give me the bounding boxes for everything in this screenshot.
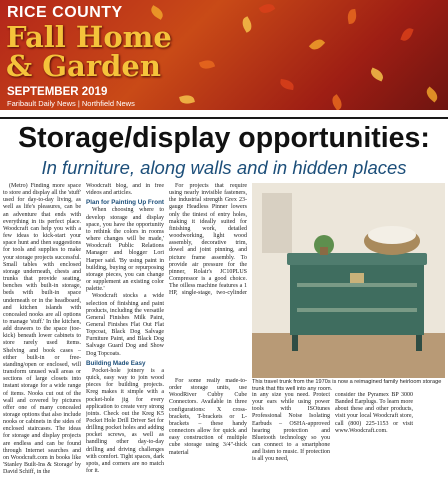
- article-headline: Storage/display opportunities:: [18, 122, 430, 154]
- leaf-decoration: [179, 93, 195, 105]
- article-column-5: [252, 392, 330, 480]
- divider-rule: [0, 117, 448, 119]
- trunk-photo-illustration: [252, 183, 445, 378]
- article-column-3: [169, 183, 247, 298]
- body-paragraph: Woodcraft stocks a wide selection of finishing and paint products, including the versatile General Finishes Milk Paint, General Finishes Flat Out Flat Topcoat, Black Dog Salvage Furniture Paint, and Black Dog Salvage Guard Dog and Show Dog Topcoats.: [86, 293, 164, 357]
- leaf-decoration: [424, 87, 441, 103]
- leaf-decoration: [329, 94, 344, 110]
- body-paragraph: in any size you need. Protect your ears while using power tools with ISOtunes Professional Noise Isolating Earbuds – OSHA-approved hearing protection and Bluetooth technology so you can connect to a smartphone and listen to music. If protection is all you need,: [252, 392, 330, 463]
- body-paragraph: For some really made-to-order storage units, use WoodRiver Cubby Cube Connectors. Available in three configurations: X cross-brackets, T-brackets or L-brackets – these handy connectors allow for quick and easy construction of multiple cube storage using 3/4"-thick material: [169, 378, 247, 456]
- photo-caption: This travel trunk from the 1970s is now a reimagined family heirloom storage trunk that fits well into any room.: [252, 379, 442, 392]
- article-column-2: [86, 183, 164, 480]
- body-paragraph: When choosing where to develop storage and display space, you have the opportunity to rethink the colors in rooms where changes will be made,' Woodcraft Public Relations Manager and blogger Lori Harper said. 'By using paint in building, buying or repurposing storage pieces, you can change or supplement an existing color palette.': [86, 207, 164, 293]
- issue-date: SEPTEMBER 2019: [7, 86, 108, 98]
- body-paragraph: Pocket-hole joinery is a quick, easy way to join wood pieces for building projects. Kreg makes it simple with a pocket-hole jig for every application to create very strong joints. Check out the Kreg K5 Pocket Hole Drill Driver Set for drilling pocket holes and adding pocket screws, as well as handling other day-to-day drilling and driving challenges with comfort. Tight spaces, dark spots, and corners are no match for it.: [86, 367, 164, 475]
- header-banner: [0, 0, 448, 110]
- publisher-names: Faribault Daily News | Northfield News: [7, 99, 135, 108]
- body-paragraph: (Metro) Finding more space to store and display all the 'stuff' used for day-to-day living, as well as life's pleasures, can be an adventure that ends with everything in its perfect place. Woodcraft can help you with a few ideas to kick-start your space hunt and then suggestions for tools and supplies to make your storage projects successful. Small tables with enclosed storage underneath, chests and trunks that provide seating, benches with built-in storage, beds with built-in space underneath or in the headboard, and kitchen islands with concealed nooks are all options to manage 'stuff.' In the kitchen, add drawers to the space (toe-kick) beneath lower cabinets to store rarely used items. Shelving and book cases – either built-in or free-standing/open or enclosed, will transform unused wall areas or sections of large closets into instant storage for a wide range of items. Nooks cut out of the wall and covered by pictures offer one of many concealed storage options that also include nooks or cabinets in the sides of enclosed staircases. The ideas for storage and display projects are endless and can be found through Internet searches and on Woodcraft.com in books like 'Stanley Built-Ins & Storage' by David Schiff, in the: [3, 183, 81, 476]
- leaf-decoration: [199, 58, 215, 71]
- section-title-line1: Fall Home: [6, 20, 172, 54]
- article-deck: In furniture, along walls and in hidden places: [41, 157, 407, 178]
- leaf-decoration: [346, 9, 357, 24]
- article-column-4: [169, 378, 247, 480]
- body-paragraph: Woodcraft blog, and in free videos and articles.: [86, 183, 164, 197]
- leaf-decoration: [309, 36, 325, 52]
- leaf-decoration: [259, 1, 276, 16]
- leaf-decoration: [149, 5, 166, 20]
- leaf-decoration: [369, 67, 385, 81]
- article-column-6: [335, 392, 413, 480]
- body-paragraph: consider the Pyramex BP 3000 Banded Earplugs. To learn more about these and other products, visit your local Woodcraft store, call (800) 225-1153 or visit www.Woodcraft.com.: [335, 392, 413, 434]
- article-photo: [252, 183, 445, 378]
- leaf-decoration: [240, 16, 255, 33]
- body-paragraph: For projects that require using nearly invisible fasteners, the industrial strength Grex 23-gauge Headless Pinner lowers only the tiniest of entry holes, making it ideally suited for finishing work, detailed woodworking, light wood assembly, decorative trim, dowel and joint pinning, and picture frame assembly. To provide air pressure for the pinner, Rolair's JC10PLUS Compressor is a good choice. The oilless machine features a 1 HP, single-stage, two-cylinder: [169, 183, 247, 297]
- article-column-1: [3, 183, 81, 480]
- leaf-decoration: [279, 79, 294, 90]
- subhead-building: Building Made Easy: [86, 359, 146, 367]
- subhead-painting: Plan for Painting Up Front: [86, 199, 164, 207]
- section-title-line2: & Garden: [6, 49, 161, 83]
- publication-name: RICE COUNTY: [7, 4, 123, 21]
- leaf-decoration: [400, 26, 413, 42]
